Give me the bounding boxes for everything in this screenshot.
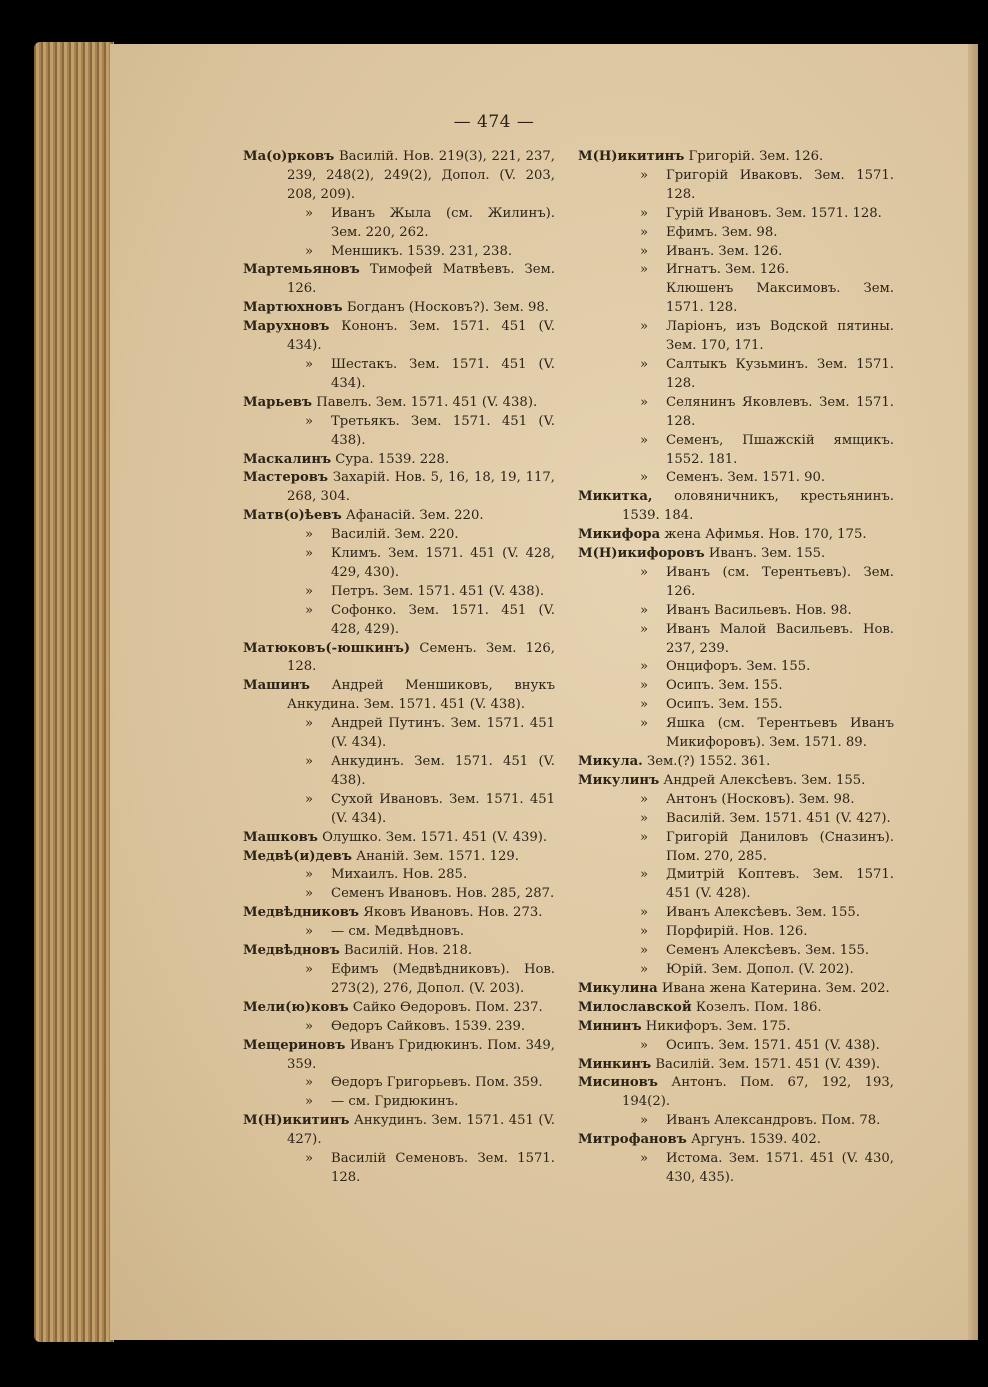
entry-headword: Митрофановъ [578, 1132, 687, 1148]
index-subentry [243, 1074, 555, 1093]
ditto-mark: » [639, 356, 649, 372]
entry-text: Антонъ (Носковъ). Зем. 98. [666, 791, 855, 807]
entry-text: Павелъ. Зем. 1571. 451 (V. 438). [316, 394, 538, 410]
entry-text: Гурій Ивановъ. Зем. 1571. 128. [666, 205, 882, 221]
entry-text: Шестакъ. Зем. 1571. 451 (V. 434). [331, 356, 555, 391]
entry-text: Порфирій. Нов. 126. [666, 924, 808, 940]
entry-text: Петръ. Зем. 1571. 451 (V. 438). [331, 583, 545, 599]
ditto-mark: » [304, 754, 314, 769]
index-entry [243, 848, 555, 867]
ditto-mark: » [304, 1018, 314, 1034]
entry-text: Аргунъ. 1539. 402. [690, 1132, 821, 1148]
entry-text: Сухой Ивановъ. Зем. 1571. 451 (V. 434). [331, 791, 555, 826]
entry-text: Иванъ Алексѣевъ. Зем. 155. [666, 905, 860, 921]
entry-headword: Мастеровъ [243, 470, 329, 486]
ditto-mark: » [639, 243, 649, 259]
index-subentry [578, 205, 894, 224]
entry-headword: Микулинъ [578, 772, 660, 788]
ditto-mark: » [304, 924, 314, 940]
index-subentry [578, 696, 894, 715]
ditto-mark: » [304, 1151, 314, 1167]
index-subentry [243, 526, 555, 545]
ditto-mark: » [304, 546, 314, 562]
entry-headword: М(Н)икитинъ [578, 149, 685, 164]
entry-headword: М(Н)икифоровъ [578, 546, 705, 562]
ditto-mark: » [639, 262, 649, 278]
book-page-edges [34, 42, 114, 1342]
index-subentry [578, 658, 894, 677]
ditto-mark: » [304, 867, 314, 883]
entry-text: — см. Медвѣдновъ. [331, 924, 465, 940]
index-subentry [243, 602, 555, 640]
index-entry [243, 1112, 555, 1150]
entry-text: Сайко Өедоровъ. Пом. 237. [352, 999, 543, 1015]
ditto-mark: » [639, 167, 649, 183]
index-subentry [243, 961, 555, 999]
index-subentry [578, 923, 894, 942]
index-subentry [243, 923, 555, 942]
entry-text: Онцифоръ. Зем. 155. [666, 659, 811, 675]
entry-text: Захарій. Нов. 5, 16, 18, 19, 117, 268, 304. [287, 470, 555, 505]
index-subentry [578, 280, 894, 318]
entry-text: Григорій Даниловъ (Сназинъ). Пом. 270, 285. [666, 829, 894, 864]
entry-text: Осипъ. Зем. 155. [666, 678, 783, 694]
index-subentry [243, 866, 555, 885]
entry-text: Семенъ, Пшажскій ямщикъ. 1552. 181. [666, 432, 894, 467]
entry-text: Осипъ. Зем. 1571. 451 (V. 438). [666, 1037, 880, 1053]
entry-text: Василій. Нов. 218. [343, 943, 473, 959]
index-entry [243, 299, 555, 318]
index-entry [243, 148, 555, 205]
ditto-mark: » [304, 716, 314, 732]
index-entry [578, 999, 894, 1018]
ditto-mark: » [304, 961, 314, 977]
index-subentry [578, 224, 894, 243]
index-entry [578, 1056, 894, 1075]
ditto-mark: » [639, 659, 649, 675]
index-entry [243, 829, 555, 848]
entry-text: Селянинъ Яковлевъ. Зем. 1571. 128. [666, 394, 894, 429]
entry-text: Козелъ. Пом. 186. [695, 999, 822, 1015]
index-subentry [243, 583, 555, 602]
index-entry [243, 677, 555, 715]
index-subentry [578, 602, 894, 621]
entry-text: Третьякъ. Зем. 1571. 451 (V. 438). [331, 413, 555, 448]
entry-text: — см. Гридюкинъ. [331, 1094, 459, 1110]
index-subentry [243, 1018, 555, 1037]
index-entry [243, 261, 555, 299]
entry-text: Семенъ. Зем. 126, 128. [287, 640, 555, 675]
entry-text: Иванъ Гридюкинъ. Пом. 349, 359. [287, 1037, 555, 1072]
entry-text: Яшка (см. Терентьевъ Иванъ Микифоровъ). Зем. 1571. 89. [666, 716, 894, 751]
index-subentry [578, 904, 894, 923]
entry-text: Истома. Зем. 1571. 451 (V. 430, 430, 435). [666, 1151, 894, 1185]
entry-text: Андрей Меншиковъ, внукъ Анкудина. Зем. 1571. 451 (V. 438). [287, 678, 555, 713]
index-subentry [243, 356, 555, 394]
entry-text: Климъ. Зем. 1571. 451 (V. 428, 429, 430). [331, 546, 555, 580]
entry-text: Зем.(?) 1552. 361. [646, 754, 771, 769]
index-subentry [578, 677, 894, 696]
index-entry [578, 488, 894, 526]
index-subentry [578, 261, 894, 280]
index-subentry [578, 1037, 894, 1056]
ditto-mark: » [639, 1113, 649, 1129]
ditto-mark: » [639, 621, 649, 637]
ditto-mark: » [639, 810, 649, 826]
entry-text: жена Афимья. Нов. 170, 175. [664, 527, 867, 543]
index-subentry [578, 866, 894, 904]
ditto-mark: » [639, 961, 649, 977]
entry-text: Өедоръ Сайковъ. 1539. 239. [331, 1018, 526, 1034]
entry-text: Сура. 1539. 228. [335, 451, 450, 467]
index-entry [243, 1037, 555, 1075]
index-entry [243, 904, 555, 923]
index-subentry [578, 810, 894, 829]
index-entry [578, 545, 894, 564]
entry-text: Ефимъ (Медвѣдниковъ). Нов. 273(2), 276, Допол. (V. 203). [331, 961, 555, 996]
entry-text: Андрей Алексѣевъ. Зем. 155. [663, 772, 866, 788]
entry-text: Иванъ. Зем. 155. [708, 546, 826, 562]
entry-text: Григорій Иваковъ. Зем. 1571. 128. [666, 167, 894, 202]
entry-text: Ефимъ. Зем. 98. [666, 224, 778, 240]
index-entry [578, 1131, 894, 1150]
index-entry [243, 640, 555, 678]
entry-headword: Маскалинъ [243, 451, 332, 467]
entry-headword: Марухновъ [243, 319, 330, 335]
entry-headword: Ма(о)рковъ [243, 149, 335, 164]
index-subentry [578, 791, 894, 810]
index-subentry [578, 243, 894, 262]
entry-text: Василій. Нов. 219(3), 221, 237, 239, 248(2), 249(2), Допол. (V. 203, 208, 209). [287, 149, 555, 202]
index-entry [243, 999, 555, 1018]
entry-text: Василій Семеновъ. Зем. 1571. 128. [331, 1151, 555, 1185]
entry-text: Андрей Путинъ. Зем. 1571. 451 (V. 434). [331, 716, 555, 751]
index-subentry [578, 829, 894, 867]
index-subentry [578, 621, 894, 659]
entry-text: Меншикъ. 1539. 231, 238. [331, 243, 513, 259]
entry-text: Иванъ (см. Терентьевъ). Зем. 126. [666, 564, 894, 599]
entry-text: Василій. Зем. 1571. 451 (V. 439). [655, 1056, 881, 1072]
ditto-mark: » [304, 1094, 314, 1110]
ditto-mark: » [304, 413, 314, 429]
ditto-mark: » [304, 791, 314, 807]
index-entry [578, 1074, 894, 1112]
entry-text: Яковъ Ивановъ. Нов. 273. [363, 905, 543, 921]
entry-text: Афанасій. Зем. 220. [345, 508, 484, 524]
index-subentry [578, 1150, 894, 1188]
entry-headword: Мининъ [578, 1018, 642, 1034]
index-subentry [578, 1112, 894, 1131]
ditto-mark: » [639, 943, 649, 959]
entry-text: Игнатъ. Зем. 126. [666, 262, 790, 278]
ditto-mark: » [304, 527, 314, 543]
entry-text: Семенъ Алексѣевъ. Зем. 155. [666, 943, 870, 959]
index-subentry [578, 356, 894, 394]
ditto-mark: » [639, 224, 649, 240]
entry-headword: Мисиновъ [578, 1075, 658, 1091]
index-subentry [243, 205, 555, 243]
ditto-mark: » [304, 1075, 314, 1091]
entry-text: Ларіонъ, изъ Водской пятины. Зем. 170, 171. [666, 319, 894, 354]
ditto-mark: » [639, 602, 649, 618]
index-entry [243, 394, 555, 413]
entry-headword: Медвѣ(и)девъ [243, 848, 352, 864]
entry-text: Иванъ Васильевъ. Нов. 98. [666, 602, 852, 618]
ditto-mark: » [304, 602, 314, 618]
entry-text: Василій. Зем. 1571. 451 (V. 427). [666, 810, 891, 826]
entry-headword: Мартемьяновъ [243, 262, 360, 278]
entry-headword: Милославской [578, 999, 692, 1015]
ditto-mark: » [639, 924, 649, 940]
ditto-mark: » [639, 791, 649, 807]
index-subentry [243, 791, 555, 829]
entry-headword: Микула. [578, 754, 643, 769]
index-entry [578, 1018, 894, 1037]
index-entry [578, 148, 894, 167]
index-subentry [243, 545, 555, 583]
entry-text: Салтыкъ Кузьминъ. Зем. 1571. 128. [666, 356, 894, 391]
entry-text: Иванъ. Зем. 126. [666, 243, 783, 259]
entry-text: Өедоръ Григорьевъ. Пом. 359. [331, 1075, 543, 1091]
ditto-mark: » [639, 905, 649, 921]
entry-headword: М(Н)икитинъ [243, 1113, 350, 1129]
ditto-mark: » [304, 205, 314, 221]
index-entry [243, 451, 555, 470]
entry-text: Антонъ. Пом. 67, 192, 193, 194(2). [622, 1075, 894, 1110]
entry-text: Иванъ Александровъ. Пом. 78. [666, 1113, 881, 1129]
index-subentry [578, 715, 894, 753]
index-entry [243, 507, 555, 526]
ditto-mark: » [304, 886, 314, 902]
ditto-mark: » [639, 829, 649, 845]
entry-text: Анкудинъ. Зем. 1571. 451 (V. 438). [331, 754, 555, 788]
index-subentry [578, 564, 894, 602]
entry-headword: Микитка, [578, 489, 653, 505]
index-subentry [578, 942, 894, 961]
page-number: — 474 — [453, 112, 535, 132]
index-subentry [578, 469, 894, 488]
index-entry [578, 753, 894, 772]
entry-text: Тимофей Матвѣевъ. Зем. 126. [287, 262, 555, 297]
index-subentry [243, 1150, 555, 1188]
index-column-right [578, 148, 894, 1188]
index-subentry [578, 318, 894, 356]
index-entry [243, 469, 555, 507]
entry-text: Григорій. Зем. 126. [688, 149, 824, 164]
entry-headword: Матюковъ(-юшкинъ) [243, 640, 411, 656]
ditto-mark: » [304, 243, 314, 259]
entry-text: Семенъ. Зем. 1571. 90. [666, 470, 826, 486]
entry-text: Никифоръ. Зем. 175. [645, 1018, 791, 1034]
entry-text: Иванъ Малой Васильевъ. Нов. 237, 239. [666, 621, 894, 656]
ditto-mark: » [639, 1037, 649, 1053]
ditto-mark: » [639, 319, 649, 335]
entry-text: Клюшенъ Максимовъ. Зем. 1571. 128. [666, 281, 894, 316]
entry-text: Кононъ. Зем. 1571. 451 (V. 434). [287, 319, 555, 354]
entry-headword: Микулина [578, 980, 658, 996]
index-entry [578, 980, 894, 999]
entry-headword: Машинъ [243, 678, 310, 694]
entry-text: Софонко. Зем. 1571. 451 (V. 428, 429). [331, 602, 555, 637]
index-subentry [578, 432, 894, 470]
ditto-mark: » [639, 470, 649, 486]
ditto-mark: » [639, 564, 649, 580]
index-entry [578, 772, 894, 791]
index-entry [243, 318, 555, 356]
entry-text: Юрій. Зем. Допол. (V. 202). [666, 961, 854, 977]
ditto-mark: » [639, 432, 649, 448]
index-column-left [243, 148, 555, 1188]
entry-text: Олушко. Зем. 1571. 451 (V. 439). [322, 829, 548, 845]
entry-text: Семенъ Ивановъ. Нов. 285, 287. [331, 886, 555, 902]
index-subentry [578, 394, 894, 432]
entry-headword: Мартюхновъ [243, 300, 343, 316]
entry-headword: Марьевъ [243, 394, 312, 410]
index-subentry [243, 753, 555, 791]
index-subentry [243, 413, 555, 451]
ditto-mark: » [639, 394, 649, 410]
ditto-mark: » [639, 1151, 649, 1167]
ditto-mark: » [639, 205, 649, 221]
entry-headword: Мещериновъ [243, 1037, 346, 1053]
entry-text: Дмитрій Коптевъ. Зем. 1571. 451 (V. 428). [666, 867, 894, 902]
ditto-mark: » [304, 356, 314, 372]
entry-text: Осипъ. Зем. 155. [666, 697, 783, 713]
index-entry [243, 942, 555, 961]
ditto-mark: » [639, 697, 649, 713]
entry-text: Иванъ Жыла (см. Жилинъ). Зем. 220, 262. [331, 205, 555, 240]
entry-text: Анкудинъ. Зем. 1571. 451 (V. 427). [287, 1113, 555, 1148]
entry-text: Михаилъ. Нов. 285. [331, 867, 468, 883]
entry-headword: Медвѣдниковъ [243, 905, 360, 921]
entry-text: Василій. Зем. 220. [331, 527, 459, 543]
entry-text: Богданъ (Носковъ?). Зем. 98. [346, 300, 549, 316]
entry-headword: Микифора [578, 527, 661, 543]
entry-text: Ивана жена Катерина. Зем. 202. [661, 980, 890, 996]
entry-text: Ананій. Зем. 1571. 129. [356, 848, 519, 864]
entry-headword: Мели(ю)ковъ [243, 999, 349, 1015]
index-subentry [243, 1093, 555, 1112]
ditto-mark: » [639, 867, 649, 883]
index-subentry [578, 961, 894, 980]
entry-headword: Минкинъ [578, 1056, 652, 1072]
ditto-mark: » [304, 583, 314, 599]
entry-text: оловяничникъ, крестьянинъ. 1539. 184. [622, 489, 894, 524]
ditto-mark: » [639, 678, 649, 694]
index-subentry [243, 885, 555, 904]
ditto-mark: » [639, 716, 649, 732]
index-subentry [243, 715, 555, 753]
entry-headword: Медвѣдновъ [243, 943, 340, 959]
page-gutter [968, 44, 978, 1340]
entry-headword: Машковъ [243, 829, 318, 845]
index-entry [578, 526, 894, 545]
index-subentry [578, 167, 894, 205]
entry-headword: Матв(о)ѣевъ [243, 508, 342, 524]
index-subentry [243, 243, 555, 262]
